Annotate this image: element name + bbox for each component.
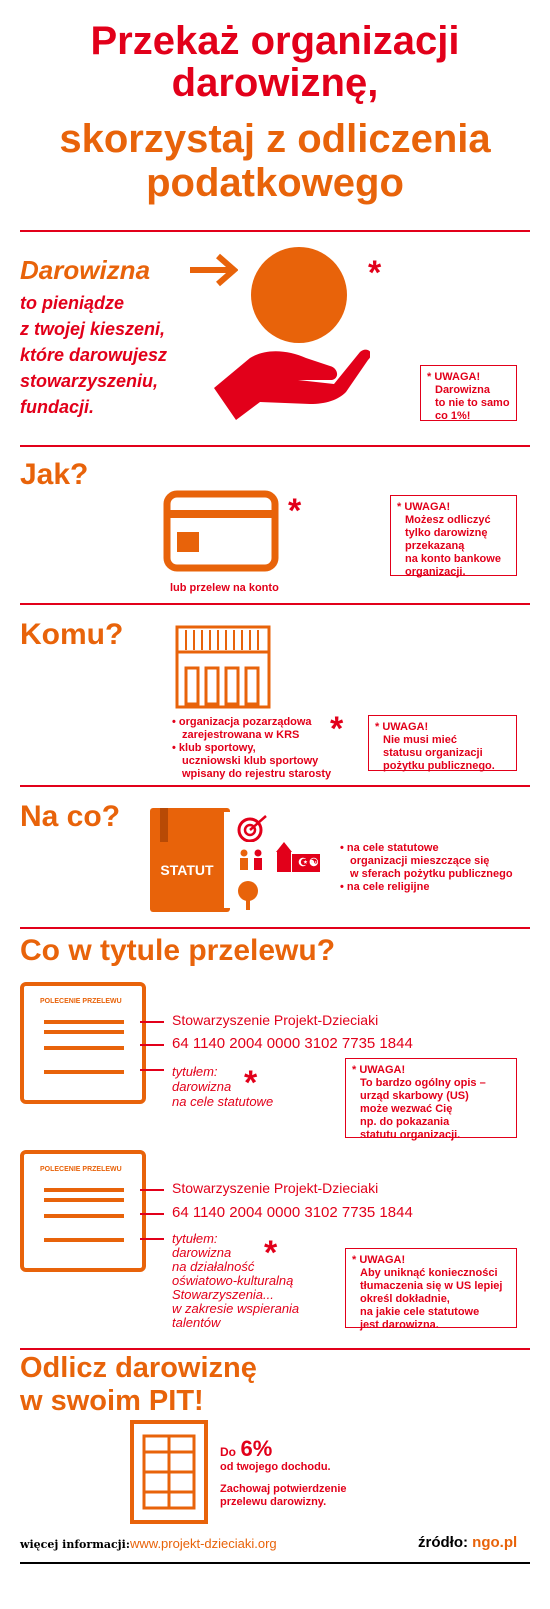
leader-line	[140, 1069, 164, 1071]
note-line: pożytku publicznego.	[383, 760, 495, 772]
desc-line: które darowujesz	[20, 345, 168, 365]
desc-line: to pieniądze	[20, 293, 125, 313]
list-item: uczniowski klub sportowy	[182, 755, 319, 767]
section2-heading: Jak?	[20, 458, 89, 491]
title-line: tytułem:	[172, 1231, 218, 1246]
form-bar	[44, 1046, 124, 1050]
note-line: tylko darowiznę	[405, 527, 488, 539]
asterisk: *	[288, 492, 302, 530]
asterisk: *	[368, 254, 382, 292]
note-line: np. do pokazania	[360, 1116, 450, 1128]
leader-line	[140, 1021, 164, 1023]
note-line: to nie to samo	[435, 397, 510, 409]
divider	[20, 445, 530, 447]
note-line: co 1%!	[435, 410, 471, 422]
heading-line: Odlicz darowiznę	[20, 1352, 257, 1384]
section3-heading: Komu?	[20, 618, 124, 651]
recipient-name: Stowarzyszenie Projekt-Dzieciaki	[172, 1180, 379, 1196]
source-label: źródło:	[418, 1534, 468, 1551]
keep-confirmation	[220, 1483, 347, 1509]
heading-line: w swoim PIT!	[20, 1385, 204, 1417]
desc-line: fundacji.	[20, 397, 95, 417]
section6-heading	[20, 1352, 257, 1418]
divider	[20, 603, 530, 605]
bookmark	[160, 808, 168, 842]
transfer-form-icon	[20, 982, 146, 1104]
form-caption: POLECENIE PRZELEWU	[40, 998, 122, 1005]
list-item: zarejestrowana w KRS	[182, 729, 300, 741]
note-line: Nie musi mieć	[383, 734, 457, 746]
note-line: * UWAGA!	[397, 501, 451, 513]
list-item: • na cele religijne	[340, 881, 430, 893]
source	[418, 1534, 517, 1551]
tree-icon	[236, 880, 260, 910]
recipient-list	[172, 716, 331, 781]
income-text: od twojego dochodu.	[220, 1461, 331, 1473]
form-bar	[44, 1214, 124, 1218]
divider	[20, 1348, 530, 1350]
list-item: wpisany do rejestru starosty	[182, 768, 332, 780]
note-line: określ dokładnie,	[360, 1293, 450, 1305]
title-line: talentów	[172, 1315, 221, 1330]
source-link[interactable]: ngo.pl	[472, 1534, 518, 1551]
title-line: Stowarzyszenia...	[172, 1287, 274, 1302]
leader-line	[140, 1238, 164, 1240]
website-link[interactable]: www.projekt-dzieciaki.org	[130, 1536, 277, 1551]
title-line: na działalność	[172, 1259, 255, 1274]
book-pages	[224, 812, 230, 908]
asterisk: *	[264, 1234, 278, 1272]
warning-note	[368, 715, 517, 771]
note-line: statutu organizacji.	[360, 1129, 461, 1141]
transfer-title	[172, 1064, 273, 1109]
more-info-label: więcej informacji:	[20, 1538, 130, 1551]
note-line: tłumaczenia się w US lepiej	[360, 1280, 503, 1292]
list-item: w sferach pożytku publicznego	[350, 868, 513, 880]
form-bar	[44, 1238, 124, 1242]
warning-note	[420, 365, 517, 421]
divider	[20, 927, 530, 929]
desc-line: z twojej kieszeni,	[20, 319, 166, 339]
deduction-limit	[220, 1436, 272, 1462]
title-line: na cele statutowe	[172, 1094, 274, 1109]
note-line: * UWAGA!	[427, 371, 481, 383]
bank-card-icon	[163, 490, 279, 572]
leader-line	[140, 1189, 164, 1191]
statute-book-icon	[150, 808, 230, 912]
transfer-title	[172, 1232, 299, 1330]
title-line: darowizna	[172, 1245, 232, 1260]
note-line: organizacji.	[405, 566, 466, 578]
account-number: 64 1140 2004 0000 3102 7735 1844	[172, 1204, 413, 1221]
note-line: To bardzo ogólny opis –	[360, 1077, 486, 1089]
warning-note	[345, 1248, 517, 1331]
section1-description	[20, 290, 167, 420]
note-line: przekazaną	[405, 540, 465, 552]
title-line: darowizna	[172, 1079, 232, 1094]
keep-line: Zachowaj potwierdzenie	[220, 1483, 347, 1495]
title-line-1: Przekaż organizacji	[90, 19, 460, 63]
leader-line	[140, 1213, 164, 1215]
pit-form-icon	[130, 1420, 208, 1524]
note-line: * UWAGA!	[352, 1254, 406, 1266]
title-line: w zakresie wspierania	[172, 1301, 300, 1316]
hand-holding-coin-icon	[210, 240, 370, 425]
title-line-2: darowiznę,	[171, 61, 379, 105]
note-line: na jakie cele statutowe	[360, 1306, 480, 1318]
warning-note	[345, 1058, 517, 1141]
title-line: oświatowo-kulturalną	[172, 1273, 294, 1288]
warning-note	[390, 495, 517, 576]
note-line: na konto bankowe	[405, 553, 501, 565]
form-bar	[44, 1030, 124, 1034]
target-icon	[236, 814, 270, 842]
religious-symbols-icon: ☪☯☦	[298, 857, 328, 869]
section5-heading: Co w tytule przelewu?	[20, 934, 336, 967]
divider	[20, 230, 530, 232]
note-line: Darowizna	[435, 384, 491, 396]
list-item: • na cele statutowe	[340, 842, 439, 854]
card-caption: lub przelew na konto	[170, 582, 279, 594]
do-label: Do	[220, 1445, 236, 1459]
percent-value: 6%	[240, 1436, 273, 1461]
leader-line	[140, 1044, 164, 1046]
note-line: Aby uniknąć konieczności	[360, 1267, 498, 1279]
form-caption: POLECENIE PRZELEWU	[40, 1166, 122, 1173]
building-icon	[174, 624, 272, 710]
transfer-form-icon	[20, 1150, 146, 1272]
form-bar	[44, 1020, 124, 1024]
desc-line: stowarzyszeniu,	[20, 371, 159, 391]
title-line-4: podatkowego	[146, 161, 404, 205]
divider	[20, 785, 530, 787]
footer-divider	[20, 1562, 530, 1564]
form-bar	[44, 1198, 124, 1202]
section4-heading: Na co?	[20, 800, 121, 833]
account-number: 64 1140 2004 0000 3102 7735 1844	[172, 1035, 413, 1052]
note-line: jest darowizna.	[360, 1319, 439, 1331]
note-line: Możesz odliczyć	[405, 514, 491, 526]
form-bar	[44, 1188, 124, 1192]
note-line: statusu organizacji	[383, 747, 483, 759]
note-line: * UWAGA!	[375, 721, 429, 733]
asterisk: *	[330, 710, 344, 748]
list-item: • klub sportowy,	[172, 742, 256, 754]
asterisk: *	[244, 1064, 258, 1102]
recipient-name: Stowarzyszenie Projekt-Dzieciaki	[172, 1012, 379, 1028]
section1-heading: Darowizna	[20, 255, 151, 285]
title-line-3: skorzystaj z odliczenia	[59, 117, 491, 161]
note-line: urząd skarbowy (US)	[360, 1090, 469, 1102]
keep-line: przelewu darowizny.	[220, 1496, 327, 1508]
book-label: STATUT	[160, 862, 214, 878]
list-item: organizacji mieszczące się	[350, 855, 490, 867]
purpose-list	[340, 842, 513, 894]
title-line: tytułem:	[172, 1064, 218, 1079]
form-bar	[44, 1070, 124, 1074]
people-icon	[237, 848, 267, 872]
note-line: może wezwać Cię	[360, 1103, 453, 1115]
note-line: * UWAGA!	[352, 1064, 406, 1076]
list-item: • organizacja pozarządowa	[172, 716, 312, 728]
